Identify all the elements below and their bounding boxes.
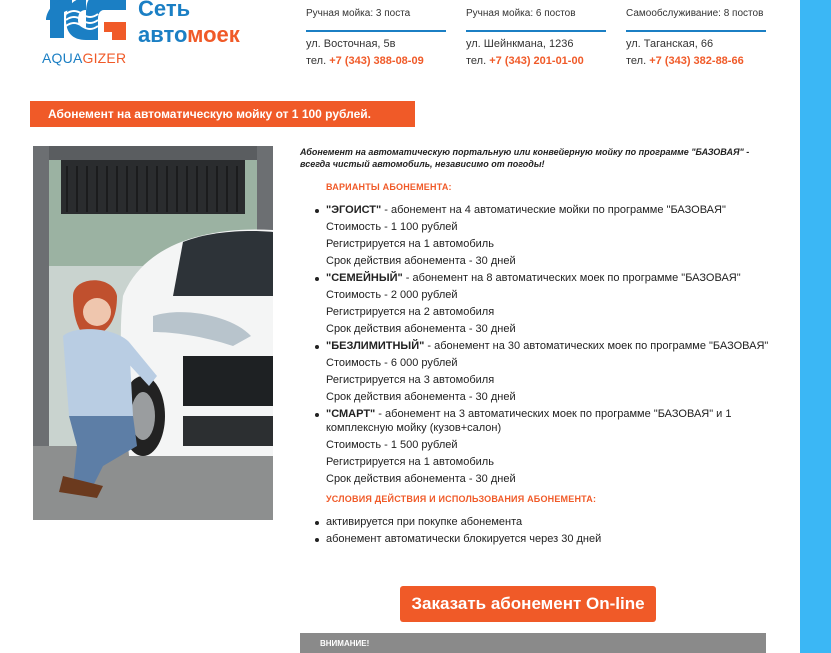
plan-term: Срок действия абонемента - 30 дней [326,473,516,485]
aquagizer-logo-icon [42,0,128,48]
variants-heading: ВАРИАНТЫ АБОНЕМЕНТА: [326,182,452,192]
plan-description: "СМАРТ" - абонемент на 3 автоматических моек по программе "БАЗОВАЯ" и 1 комплексную мойку (кузов+салон) [326,408,732,434]
station-kind: Ручная мойка: 6 постов [466,8,606,32]
station-address: ул. Таганская, 66 [626,38,714,50]
site-logo[interactable] [40,0,280,70]
plan-description: "СЕМЕЙНЫЙ" - абонемент на 8 автоматических моек по программе "БАЗОВАЯ" [326,272,741,284]
station-sheinkmana [466,8,606,67]
plan-cars: Регистрируется на 1 автомобиль [326,238,494,250]
plan-description: "БЕЗЛИМИТНЫЙ" - абонемент на 30 автоматических моек по программе "БАЗОВАЯ" [326,340,769,352]
plans-list [326,202,770,488]
station-taganskaya [626,8,766,67]
phone-link[interactable]: +7 (343) 388-08-09 [329,55,424,67]
plan-term: Срок действия абонемента - 30 дней [326,323,516,335]
plan-price: Стоимость - 1 100 рублей [326,221,458,233]
plan-cars: Регистрируется на 2 автомобиля [326,306,495,318]
plan-price: Стоимость - 1 500 рублей [326,439,458,451]
intro-text: Абонемент на автоматическую портальную или конвейерную мойку по программе "БАЗОВАЯ" - всегда чистый автомобиль, независимо от погоды! [300,147,750,169]
car-wash-photo [33,146,273,520]
plan-description: "ЭГОИСТ" - абонемент на 4 автоматические мойки по программе "БАЗОВАЯ" [326,204,726,216]
conditions-list [326,514,770,548]
station-address: ул. Восточная, 5в [306,38,396,50]
order-subscription-button[interactable]: Заказать абонемент On-line [400,586,656,622]
logo-brand-text: AQUAGIZER [42,50,127,66]
plan-bezlimitny [326,338,770,406]
phone-link[interactable]: +7 (343) 201-01-00 [489,55,584,67]
conditions-heading: УСЛОВИЯ ДЕЙСТВИЯ И ИСПОЛЬЗОВАНИЯ АБОНЕМЕНТА: [326,494,597,504]
condition-item: абонемент автоматически блокируется через 30 дней [326,531,770,548]
station-phone: тел. +7 (343) 388-08-09 [306,55,424,67]
condition-item: активируется при покупке абонемента [326,514,770,531]
attention-bar: ВНИМАНИЕ! [300,633,766,653]
plan-smart [326,406,770,488]
plan-price: Стоимость - 6 000 рублей [326,357,458,369]
plan-cars: Регистрируется на 3 автомобиля [326,374,495,386]
plan-cars: Регистрируется на 1 автомобиль [326,456,494,468]
plan-egoist [326,202,770,270]
station-phone: тел. +7 (343) 201-01-00 [466,55,584,67]
station-vostochnaya [306,8,446,67]
station-kind: Самообслуживание: 8 постов [626,8,766,32]
phone-link[interactable]: +7 (343) 382-88-66 [649,55,744,67]
logo-title: Сеть автомоек [138,0,240,47]
plan-price: Стоимость - 2 000 рублей [326,289,458,301]
promo-banner: Абонемент на автоматическую мойку от 1 100 рублей. [30,101,415,127]
station-address: ул. Шейнкмана, 1236 [466,38,574,50]
subscription-content [300,146,770,548]
right-side-bar [800,0,831,653]
plan-term: Срок действия абонемента - 30 дней [326,255,516,267]
plan-semeiny [326,270,770,338]
plan-term: Срок действия абонемента - 30 дней [326,391,516,403]
station-phone: тел. +7 (343) 382-88-66 [626,55,744,67]
station-kind: Ручная мойка: 3 поста [306,8,446,32]
